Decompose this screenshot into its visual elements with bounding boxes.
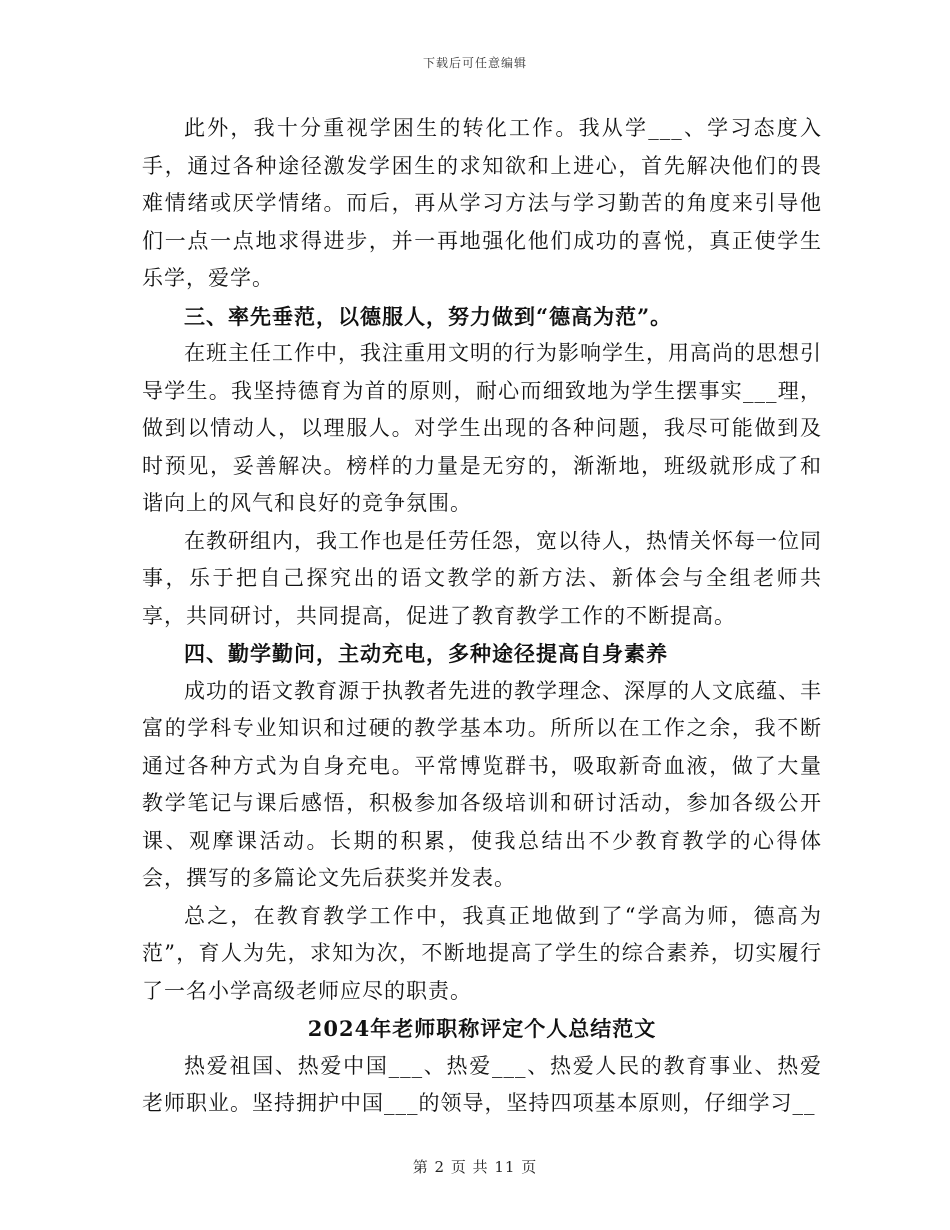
- document-body: [142, 110, 822, 1123]
- paragraph-new-document-intro: 热爱祖国、热爱中国___、热爱___、热爱人民的教育事业、热爱老师职业。坚持拥护中国___的领导，坚持四项基本原则，仔细学习__: [142, 1053, 822, 1115]
- section-heading-4: 四、勤学勤问，主动充电，多种途径提高自身素养: [184, 641, 668, 666]
- page-header: 下载后可任意编辑: [422, 56, 527, 70]
- paragraph-teaching-research-group: 在教研组内，我工作也是任劳任怨，宽以待人，热情关怀每一位同事，乐于把自己探究出的语文教学的新方法、新体会与全组老师共享，共同研讨，共同提高，促进了教育教学工作的不断提高。: [142, 528, 822, 628]
- paragraph-underachiever-transformation: 此外，我十分重视学困生的转化工作。我从学___、学习态度入手，通过各种途径激发学困生的求知欲和上进心，首先解决他们的畏难情绪或厌学情绪。而后，再从学习方法与学习勤苦的角度来引导他们一点一点地求得进步，并一再地强化他们成功的喜悦，真正使学生乐学，爱学。: [142, 116, 822, 290]
- document-title: 2024年老师职称评定个人总结范文: [307, 1016, 657, 1041]
- section-heading-3: 三、率先垂范，以德服人，努力做到“德高为范”。: [184, 303, 673, 329]
- page-number-footer: 第 2 页 共 11 页: [412, 1158, 538, 1176]
- paragraph-conclusion: 总之，在教育教学工作中，我真正地做到了“学高为师，德高为范”，育人为先，求知为次，不断地提高了学生的综合素养，切实履行了一名小学高级老师应尽的职责。: [142, 903, 822, 1003]
- paragraph-head-teacher-work: 在班主任工作中，我注重用文明的行为影响学生，用高尚的思想引导学生。我坚持德育为首的原则，耐心而细致地为学生摆事实___理，做到以情动人，以理服人。对学生出现的各种问题，我尽可能做到及时预见，妥善解决。榜样的力量是无穷的，渐渐地，班级就形成了和谐向上的风气和良好的竞争氛围。: [142, 341, 822, 515]
- paragraph-self-improvement: 成功的语文教育源于执教者先进的教学理念、深厚的人文底蕴、丰富的学科专业知识和过硬的教学基本功。所所以在工作之余，我不断通过各种方式为自身充电。平常博览群书，吸取新奇血液，做了大量教学笔记与课后感悟，积极参加各级培训和研讨活动，参加各级公开课、观摩课活动。长期的积累，使我总结出不少教育教学的心得体会，撰写的多篇论文先后获奖并发表。: [142, 678, 822, 890]
